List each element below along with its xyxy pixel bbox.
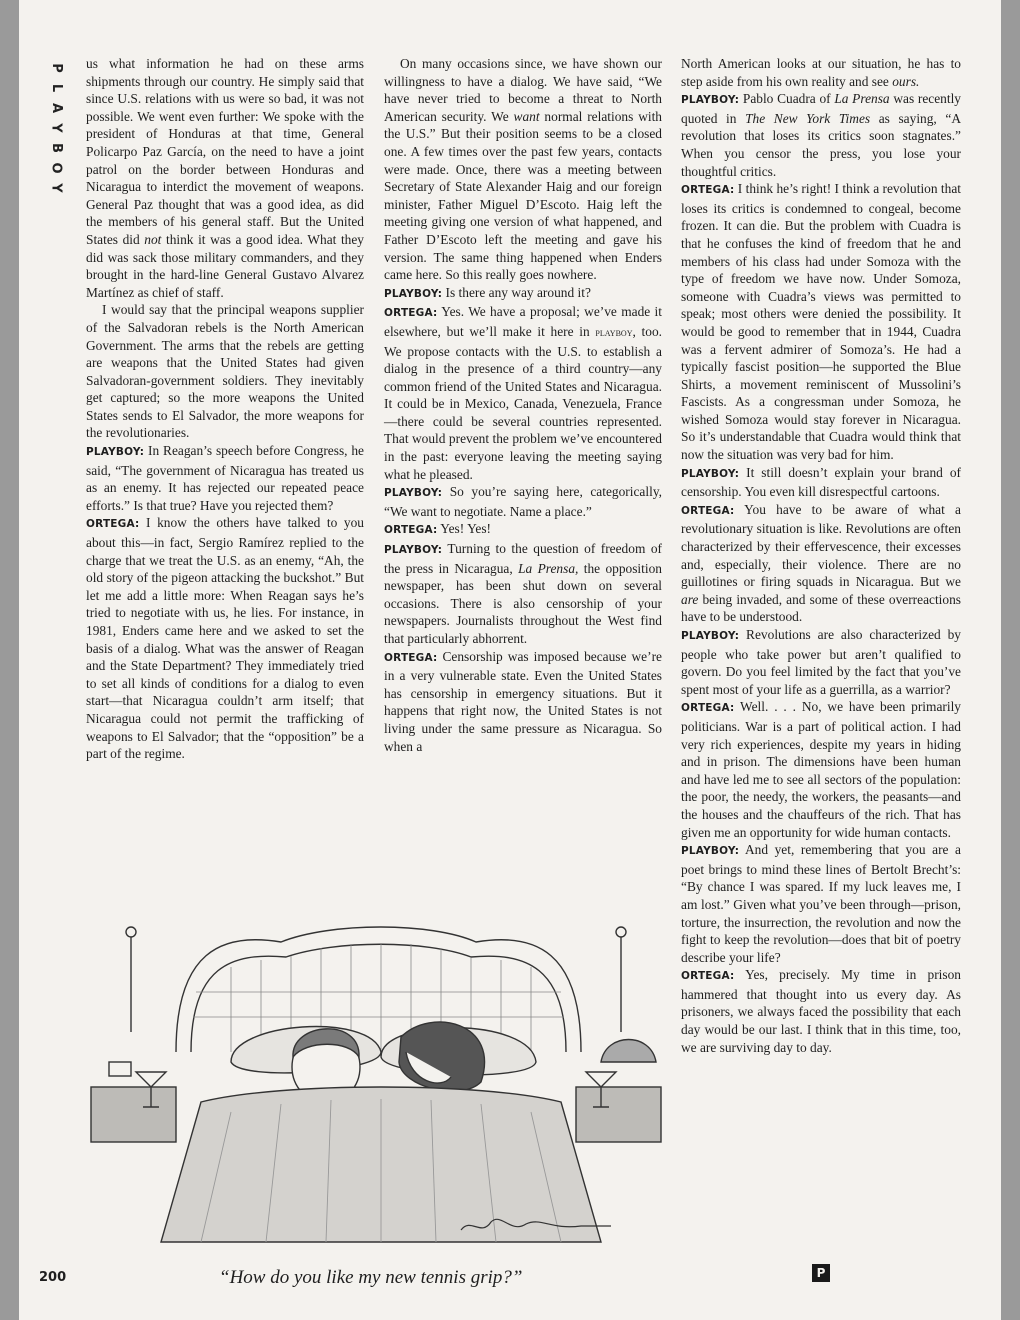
side-logo: [49, 58, 63, 198]
text-column-1: [86, 55, 364, 763]
side-logo-letter: B: [48, 143, 64, 153]
speaker-label: ORTEGA:: [681, 184, 735, 197]
speaker-label: PLAYBOY:: [681, 845, 740, 858]
paragraph-text: Pablo Cuadra of: [739, 91, 835, 107]
speaker-label: PLAYBOY:: [384, 287, 443, 300]
paragraph: [681, 90, 961, 180]
paragraph-text: think it was a good idea. What they did was sack those military commanders, and they brought in the hard-line General Gustavo Alvarez Martínez as chief of staff.: [86, 231, 364, 300]
emphasis-text: ours.: [892, 73, 920, 89]
paragraph: [384, 520, 662, 540]
speaker-label: ORTEGA:: [384, 524, 438, 537]
paragraph-text: I would say that the principal weapons supplier of the Salvadoran rebels is the North American Government. The arms that the rebels are getting are weapons that the United States had given Salvadoran-government soldiers. They inevitably get captured; so the more weapons the United States sends to El Salvador, the more weapons for the revolutionaries.: [86, 302, 364, 441]
paragraph: [384, 483, 662, 520]
speaker-label: ORTEGA:: [384, 651, 438, 664]
speaker-label: ORTEGA:: [681, 702, 735, 715]
paragraph: [681, 698, 961, 841]
paragraph-text: as saying, “A revolution that loses its critics soon stagnates.” When you censor the press, you lose your thoughtful critics.: [681, 110, 961, 179]
paragraph: [384, 55, 662, 284]
small-caps-text: playboy: [595, 326, 633, 339]
paragraph-text: Is there any way around it?: [442, 284, 591, 300]
paragraph-text: Well. . . . No, we have been primarily politicians. War is a part of political action. I had very rich experiences, despite my years in hiding and in prison. The dimensions have been human and have led me to see all sectors of the population: the poor, the needy, the workers, the peasants—and the houses and the chauffeurs of the rich. That has given me an opportunity for wide human contacts.: [681, 699, 961, 840]
paragraph-text: Censorship was imposed because we’re in a very vulnerable state. Even the United States has censorship in emergency situations. But it happens that right now, the United States is not living under the same pressure as Nicaragua. So when a: [384, 648, 662, 754]
paragraph-text: us what information he had on these arms shipments through our country. He simply said that since U.S. relations with us were so bad, it was not possible. We went even further: We spoke with the president of Honduras at that time, General Policarpo Paz García, on the need to have a joint patrol on the border between Honduras and Nicaragua to interdict the movement of weapons. General Paz thought that was a good idea, as did the members of his general staff. But the United States did: [86, 56, 364, 247]
paragraph-text: I know the others have talked to you about this—in fact, Sergio Ramírez replied to the charge that we treat the U.S. as an enemy, “Ah, the old story of the pigeon attacking the buckshot.” But let me add a little more: When Reagan says he’s tried to negotiate with us, he lies. For instance, in 1981, Enders came here and we asked to set the basis of a dialog. What was the answer of Reagan and the State Department? They immediately tried to set all kinds of conditions for a dialog to even start—that Nicaragua couldn’t arm itself; that Nicaragua could not permit the trafficking of weapons to El Salvador; that the “opposition” be a part of the regime.: [86, 515, 364, 762]
paragraph-text: was recently quoted in: [681, 91, 961, 126]
speaker-label: ORTEGA:: [681, 970, 735, 983]
cartoon-illustration: [81, 912, 671, 1252]
paragraph: [86, 514, 364, 762]
side-logo-letter: Y: [48, 123, 64, 133]
paragraph: [384, 284, 662, 304]
end-mark-icon: P: [812, 1264, 830, 1282]
emphasis-text: La Prensa: [834, 91, 890, 107]
paragraph-text: It still doesn’t explain your brand of censorship. You even kill disrespectful cartoons.: [681, 464, 961, 500]
side-logo-letter: O: [49, 162, 64, 174]
paragraph: [681, 841, 961, 966]
emphasis-text: not: [144, 231, 162, 247]
emphasis-text: La Prensa,: [518, 560, 579, 576]
paragraph-text: Yes, precisely. My time in prison hammered that thought into us every day. As prisoners, we always faced the possibility that each day would be our last. I think that in this time, too, we are surviving day to day.: [681, 967, 961, 1055]
page-number: 200: [39, 1270, 67, 1285]
paragraph: [681, 180, 961, 464]
text-column-3: [681, 55, 961, 1056]
text-column-2: [384, 55, 662, 755]
paragraph: [384, 303, 662, 483]
side-logo-letter: A: [49, 102, 64, 114]
speaker-label: ORTEGA:: [384, 307, 438, 320]
speaker-label: PLAYBOY:: [384, 544, 443, 557]
paragraph-text: the opposition newspaper, has been shut down on several occasions. There is also censorship of your newspapers. Journalists throughout the West find that particularly abhorrent.: [384, 560, 662, 646]
speaker-label: PLAYBOY:: [384, 487, 443, 500]
side-logo-letter: Y: [48, 183, 64, 193]
paragraph-text: I think he’s right! I think a revolution that loses its critics is condemned to congeal, become frozen. It can die. But the problem with Cuadra is that he confuses the kind of freedom that he and members of his class had under Somoza with the type of freedom we have now. Under Somoza, someone with Cuadra’s views was permitted to speak; most others were denied the possibility. It would be good to remember that in 1944, Cuadra was a fervent admirer of Somoza’s. He had a typically fascist position—he supported the Blue Shirts, a movement reminiscent of Mussolini’s Fascists. As a congressman under Somoza, he wished Somoza would stay forever in Nicaragua. So it’s understandable that Cuadra would think that now the situation was very bad for him.: [681, 181, 961, 463]
paragraph: [681, 501, 961, 626]
cartoon-caption: “How do you like my new tennis grip?”: [219, 1267, 523, 1288]
paragraph-text: Revolutions are also characterized by people who take power but aren’t qualified to govern. Do you feel limited by the fact that you’ve spent most of your life as a guerrilla, as a warrior?: [681, 627, 961, 697]
paragraph-text: So you’re saying here, categorically, “We want to negotiate. Name a place.”: [384, 484, 662, 519]
speaker-label: PLAYBOY:: [681, 94, 740, 107]
paragraph-text: In Reagan’s speech before Congress, he said, “The government of Nicaragua has treated us as an enemy. It has rejected our repeated peace efforts.” Is that true? Have you rejected them?: [86, 443, 364, 513]
paragraph-text: Yes. We have a proposal; we’ve made it elsewhere, but we’ll make it here in: [384, 304, 662, 339]
speaker-label: PLAYBOY:: [681, 467, 740, 480]
emphasis-text: are: [681, 591, 699, 607]
paragraph-text: Turning to the question of freedom of the press in Nicaragua,: [384, 541, 662, 576]
speaker-label: PLAYBOY:: [86, 446, 145, 459]
paragraph-text: North American looks at our situation, he has to step aside from his own reality and see: [681, 56, 961, 89]
side-logo-letter: L: [48, 83, 64, 93]
paragraph: [681, 55, 961, 90]
side-logo-letter: P: [49, 63, 64, 73]
paragraph: [384, 540, 662, 648]
paragraph-text: You have to be aware of what a revolutionary situation is like. Revolutions are often characterized by their effervescence, their excesses and, especially, their violence. There are no guillotines or firing squads in Nicaragua. But we: [681, 501, 961, 590]
paragraph: [86, 442, 364, 514]
speaker-label: PLAYBOY:: [681, 630, 740, 642]
emphasis-text: The New York Times: [745, 110, 871, 126]
emphasis-text: want: [513, 108, 540, 124]
paragraph: [681, 464, 961, 501]
speaker-label: ORTEGA:: [86, 518, 140, 531]
paragraph-text: On many occasions since, we have shown our willingness to have a dialog. We have said, “We have never tried to become a threat to North American security. We: [384, 56, 662, 124]
paragraph-text: Yes! Yes!: [437, 521, 492, 537]
paragraph: [86, 301, 364, 442]
speaker-label: ORTEGA:: [681, 504, 735, 517]
paragraph: [681, 626, 961, 698]
magazine-page: [19, 0, 1001, 1320]
paragraph: [681, 966, 961, 1056]
paragraph-text: normal relations with the U.S.” But their position seems to be a closed one. A few times over the past few years, contacts were made. Once, there was a meeting between Secretary of State Alexander Haig and our foreign minister, Father Miguel D’Escoto. Haig left the meeting giving one version of what happened, and Father D’Escoto left the meeting and gave his version. The same thing happened when Enders came here. So this really goes nowhere.: [384, 108, 662, 283]
paragraph: [384, 648, 662, 756]
paragraph-text: And yet, remembering that you are a poet brings to mind these lines of Bertolt Brecht’s: “By chance I was spared. If my luck leaves me, I am lost.” Given what you’ve been through—prison, torture, the insurrection, the revolution and now the fight to keep the revolution—does that bit of poetry describe your life?: [681, 842, 961, 965]
paragraph-text: being invaded, and some of these overreactions have to be understood.: [681, 591, 961, 625]
paragraph: [86, 55, 364, 301]
paragraph-text: , too. We propose contacts with the U.S. to establish a dialog in the presence of a third country—any common friend of the United States and Nicaragua. It could be in Mexico, Canada, Venezuela, France—there could be several countries represented. That would prevent the problem we’ve encountered in the past: everyone leaving the meeting saying what he pleased.: [384, 323, 662, 482]
